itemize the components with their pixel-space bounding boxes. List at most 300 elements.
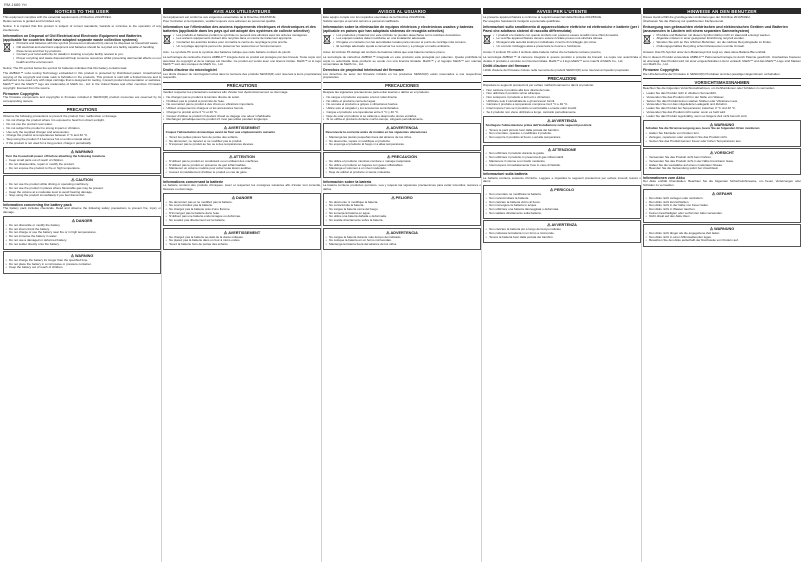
firmware-text: Los derechos de autor del firmware incluido en los productos SENKO(R) están reservados a sus respectivos propietarios. xyxy=(323,71,481,80)
battery-title: Informations concernant la batterie xyxy=(163,179,224,184)
list-item: • Interrompere l'uso se il prodotto si surriscalda o emette odori insoliti. xyxy=(483,107,641,111)
caution-triangle-icon: ⚠ xyxy=(709,151,714,156)
list-item: • Póngase en contacto con las autoridades locales para conocer el punto de reciclaje más cercano. xyxy=(333,41,466,45)
caution-box xyxy=(483,145,641,171)
list-item: • Un corretto riciclaggio aiuta a preservare le risorse e l'ambiente. xyxy=(493,45,619,49)
list-item: • Non smontare né modificare la batteria. xyxy=(486,193,639,197)
danger-label: DANGER xyxy=(235,195,253,200)
recycle-block xyxy=(323,34,481,50)
list-item: • Non utilizzare una batteria danneggiata o deformata. xyxy=(486,208,639,212)
precautions-heading: PRECAUCIONES xyxy=(323,82,481,90)
precautions-list xyxy=(643,92,801,118)
warning-label: WARNUNG xyxy=(714,227,735,232)
warning-box xyxy=(163,123,321,150)
precautions-intro: Respete las siguientes precauciones para evitar averías o daños en el producto. xyxy=(323,90,430,95)
danger-triangle-icon: ⚠ xyxy=(391,195,395,200)
caution-box xyxy=(643,148,801,174)
list-item: • Nicht direkt auf den Akku löten. xyxy=(646,215,799,219)
recycle-list xyxy=(173,34,308,49)
firmware-title: Droits d'auteur du micrologiciel xyxy=(163,68,217,73)
danger-label: PERICOLO xyxy=(554,188,575,193)
list-item: • No suelde directamente sobre la batería. xyxy=(326,219,479,223)
warning-label: ADVERTENCIA xyxy=(390,230,418,235)
battery-warning-list xyxy=(6,259,159,270)
list-item: • No cargue la batería cerca del fuego. xyxy=(326,208,479,212)
column-header: AVIS AUX UTILISATEURS xyxy=(163,8,321,14)
list-item: • Do not subject the product to strong impact or vibration. xyxy=(3,127,161,131)
list-item: • Tenez les petites pièces hors de portée des enfants. xyxy=(166,136,319,140)
recycle-note: Aviso: El símbolo Pb debajo del símbolo de baterías indica que esta batería contiene plomo. xyxy=(323,49,446,54)
column-header: NOTICES TO THE USER xyxy=(3,8,161,14)
list-item: • No exponga el producto al fuego ni a altas temperaturas. xyxy=(326,143,479,147)
firmware-text: I diritti d'autore del firmware incluso nella memoria dei prodotti SENKO(R) sono riservati ai rispettivi proprietari. xyxy=(483,67,630,72)
danger-list xyxy=(486,193,639,215)
list-item: • Utilizzare solo il caricabatterie e gli accessori forniti. xyxy=(483,100,641,104)
firmware-text: Les droits d'auteur du micrologiciel inclus dans la mémoire des produits SENKO(R) sont réservés à leurs propriétaires respectifs. xyxy=(163,71,321,80)
warning-intro: Schalten Sie die Stromversorgung aus, bevor Sie an folgenden Orten montieren xyxy=(645,126,760,131)
list-item: • Do not solder directly onto the battery. xyxy=(6,243,159,247)
notice-text: Notice: It is implied that this product is subject of correct standards, hazards to minimise to the operation of any interference. xyxy=(3,24,161,33)
caution-box xyxy=(3,175,161,201)
list-item: • No utilice el producto mientras conduce o maneja maquinaria. xyxy=(326,160,479,164)
list-item: • Do not dismantle or modify the battery. xyxy=(6,224,159,228)
list-item: • Deje de utilizar el producto si siente molestias. xyxy=(326,171,479,175)
list-item: • No utilice el producto cerca del agua. xyxy=(323,100,481,104)
list-item: • No coloque la batería en un horno microondas. xyxy=(326,239,479,243)
list-item: • Laden Sie das Produkt regelmäßig, wenn es längere Zeit nicht benutzt wird. xyxy=(643,115,801,119)
warning-label: WARNING xyxy=(75,254,94,259)
battery-text: Der Akku enthält Chemikalien. Beachten Sie die folgenden Sicherheitshinweise, um Feuer, Verletzungen oder Schäden zu vermeiden. xyxy=(643,179,801,188)
trademark-text: La technologie de cartouche d'encre AMBILK™ intégrée dans ce produit est protégée par des brevets. Toute copie non autorisée du copyright et de la marque est interdite. Ce produit est vendu avec une licence limitée. MatiS™ et le logo MatiS™ sont des marques de MatiS Co., Ltd. xyxy=(163,54,321,67)
danger-box xyxy=(163,193,321,227)
danger-box xyxy=(483,185,641,219)
danger-triangle-icon: ⚠ xyxy=(711,192,716,197)
warning-intro: Desconecte la corriente antes de instalar en las siguientes ubicaciones xyxy=(325,130,428,135)
column-divider xyxy=(161,10,162,562)
firmware-title: Firmware Copyrights xyxy=(3,91,39,96)
list-item: • Zerlegen, reparieren oder verändern Sie das Produkt nicht. xyxy=(646,136,799,140)
battery-text: La batterie contient des produits chimiques. Lisez et respectez les consignes suivantes afin d'éviter tout incendie, blessure ou dommage. xyxy=(163,183,321,191)
list-item: • Cessez immédiatement d'utiliser le produit en cas de gêne. xyxy=(166,171,319,175)
danger-list xyxy=(646,197,799,219)
warning-list xyxy=(6,159,159,170)
danger-list xyxy=(166,201,319,223)
list-item: • N'immergez pas la batterie dans l'eau. xyxy=(166,212,319,216)
list-item: • Verwenden Sie das Produkt nicht weiter, wenn es heiß wird. xyxy=(643,111,801,115)
danger-box xyxy=(323,193,481,227)
precautions-intro: Beachten Sie die folgenden Vorsichtsmaßnahmen, um Fehlfunktionen oder Schäden zu vermeiden. xyxy=(643,86,776,91)
list-item: • No cargue el producto expuesto a la luz solar directa. xyxy=(323,96,481,100)
danger-triangle-icon: ⚠ xyxy=(71,219,75,224)
list-item: • Cargue el producto a temperaturas entre 0 °C y 40 °C. xyxy=(323,111,481,115)
firmware-text: The firmware components and copyrights in firmware included in SENKO(R) product memories are reserved by its corresponding owners. xyxy=(3,94,161,103)
list-item: • Den Akku nicht in der Nähe von Feuer laden. xyxy=(646,204,799,208)
list-item: • Un recyclage approprié permet de préserver les ressources et l'environnement. xyxy=(173,45,308,49)
recycle-list xyxy=(493,34,619,49)
caution-label: PRECAUCIÓN xyxy=(391,155,417,160)
list-item: • Contactez les autorités locales pour connaître le centre de recyclage le plus proche. xyxy=(173,41,308,45)
list-item: • Non smontare, riparare o modificare il prodotto. xyxy=(486,132,639,136)
list-item: • Produkte und Batterien mit diesem Symbol dürfen nicht im Hausmüll entsorgt werden. xyxy=(653,34,772,38)
list-item: • Den Akku nicht länger als die angegebene Zeit laden. xyxy=(646,232,799,236)
list-item: • Non utilizzare il prodotto durante la guida. xyxy=(486,152,639,156)
list-item: • No sumerja la batería en agua. xyxy=(326,212,479,216)
list-item: • Do not disassemble, repair or modify the product. xyxy=(6,163,159,167)
language-column xyxy=(3,8,161,564)
list-item: • Cessez d'utiliser le produit s'il devient chaud ou dégage une odeur inhabituelle. xyxy=(163,115,321,119)
list-item: • Non utilizzare il prodotto vicino all'acqua. xyxy=(483,92,641,96)
list-item: • Do not charge or use the battery near fire or in high temperatures. xyxy=(6,231,159,235)
crossed-bin-icon xyxy=(3,42,11,54)
list-item: • Ne soumettez pas le produit à des chocs ou vibrations importants. xyxy=(163,103,321,107)
warning-triangle-icon: ⚠ xyxy=(70,149,75,154)
list-item: • Los productos y baterías con este símbolo no pueden desecharse como residuos domésticos. xyxy=(333,34,466,38)
recycle-title: Information on Disposal of Old Electrical and Electronic Equipment and Batteries (applicable for countries that have adopted separate waste collection systems) xyxy=(3,33,142,42)
document-id: RM-1686 Yrt xyxy=(4,2,27,7)
list-item: • Keep the volume at a moderate level to avoid hearing damage. xyxy=(6,191,159,195)
warning-intro: Coupez l'alimentation domestique avant de fixer aux emplacements suivants xyxy=(165,130,276,135)
trademark-text: La tecnología de cartuchos AMBILK™ integrada en este producto está protegida por patentes. Queda prohibida la copia no autorizada. Este producto se vende con una licencia limitada. MatiS™ y el logotipo MatiS™ son marcas comerciales de MatiS Co., Ltd. xyxy=(323,54,481,67)
list-item: • N'utilisez pas le produit à proximité de l'eau. xyxy=(163,100,321,104)
list-item: • Verwenden Sie das Produkt nicht in der Nähe von Wasser. xyxy=(643,96,801,100)
list-item: • Non saldare direttamente sulla batteria. xyxy=(486,212,639,216)
list-item: • Charge the product at temperatures between 0 °C and 40 °C. xyxy=(3,134,161,138)
compliance-text: This equipment complies with the essential requirements of Directive 2014/53/EU. xyxy=(3,14,112,19)
precautions-intro: Rispettare le seguenti precauzioni per evitare malfunzionamenti o danni al prodotto. xyxy=(483,82,595,87)
column-header: HINWEISE AN DEN BENUTZER xyxy=(643,8,801,14)
list-item: • Los equipos usados deben reciclarse en una instalación adecuada. xyxy=(333,37,466,41)
list-item: • Non collocare la batteria in un forno a microonde. xyxy=(486,232,639,236)
warning-box xyxy=(643,120,801,147)
battery-warning-box xyxy=(483,220,641,242)
compliance-text: Este equipo cumple con los requisitos esenciales de la Directiva 2014/53/UE. xyxy=(323,14,426,19)
precautions-heading: VORSICHTSMASSNAHMEN xyxy=(643,78,801,86)
compliance-text: Cet équipement est conforme aux exigences essentielles de la Directive 2014/53/UE. xyxy=(163,14,277,19)
list-item: • Den Akku nicht in Wasser tauchen. xyxy=(646,208,799,212)
recycle-note: Avis : Le symbole Pb sous le symbole des batteries indique que cette batterie contient du plomb. xyxy=(163,49,292,54)
list-item: • Den Akku nicht in einen Mikrowellenofen legen. xyxy=(646,236,799,240)
recycle-list xyxy=(333,34,466,49)
list-item: • Ne placez pas la batterie dans un four à micro-ondes. xyxy=(166,239,319,243)
list-item: • El reciclaje adecuado ayuda a conservar los recursos y a proteger el medio ambiente. xyxy=(333,45,466,49)
list-item: • No desmonte ni modifique la batería. xyxy=(326,201,479,205)
battery-warning-box xyxy=(643,224,801,246)
list-item: • I prodotti e le batterie con questo simbolo non possono essere smaltiti come rifiuti domestici. xyxy=(493,34,619,38)
list-item: • Bewahren Sie den Akku außerhalb der Reichweite von Kindern auf. xyxy=(646,239,799,243)
list-item: • Maintenez un volume modéré pour éviter toute lésion auditive. xyxy=(166,167,319,171)
list-item: • Deje de usar el producto si se calienta o desprende olores extraños. xyxy=(323,115,481,119)
warning-label: WARNING xyxy=(75,149,94,154)
list-item: • Contact your local authority for details in locating a recycle facility nearest to you. xyxy=(13,53,161,57)
warning-triangle-icon: ⚠ xyxy=(386,126,390,131)
recycle-title: Entsorgung von gebrauchten elektrischen und elektronischen Geräten und Batterien (anzuwenden in Ländern mit einem separaten Sammelsystem) xyxy=(643,25,788,34)
precautions-intro: Veuillez respecter les précautions suivantes afin d'éviter tout dysfonctionnement ou dommage. xyxy=(163,90,289,95)
language-column xyxy=(163,8,321,564)
precautions-heading: PRÉCAUTIONS xyxy=(163,82,321,90)
list-item: • Les anciens équipements doivent être recyclés dans un centre de traitement approprié. xyxy=(173,37,308,41)
list-item: • No utilice una batería dañada o deformada. xyxy=(326,215,479,219)
column-header: AVVISI PER L'UTENTE xyxy=(483,8,641,14)
list-item: • Caricare il prodotto a temperature comprese tra 0 °C e 40 °C. xyxy=(483,103,641,107)
list-item: • Do not use the product in places where flammable gas may be present. xyxy=(6,187,159,191)
danger-list xyxy=(326,201,479,223)
caution-list xyxy=(486,152,639,167)
list-item: • Non caricare la batteria vicino al fuoco. xyxy=(486,201,639,205)
crossed-bin-icon xyxy=(163,34,171,46)
warning-box xyxy=(483,116,641,143)
language-column xyxy=(643,8,801,564)
warning-label: ADVERTENCIA xyxy=(390,126,418,131)
battery-title: Informationen zum Akku xyxy=(643,175,685,180)
warning-list xyxy=(326,136,479,147)
list-item: • Ne démontez, ne réparez et ne modifiez pas le produit. xyxy=(166,140,319,144)
warning-label: WARNUNG xyxy=(714,122,735,127)
caution-triangle-icon: ⚠ xyxy=(547,147,552,152)
danger-list xyxy=(6,224,159,246)
list-item: • Stop using the product if it becomes hot or emits unusual odour. xyxy=(3,138,161,142)
list-item: • Se il prodotto non viene utilizzato a lungo, caricarlo periodicamente. xyxy=(483,111,641,115)
list-item: • Chargez le produit entre 0 °C et 40 °C. xyxy=(163,111,321,115)
service-text: Retain service is guided and furnished only. xyxy=(3,19,61,24)
list-item: • Tenere le parti piccole fuori dalla portata dei bambini. xyxy=(486,129,639,133)
list-item: • Halten Sie die Lautstärke auf einem moderaten Niveau. xyxy=(646,164,799,168)
list-item: • Keep small parts out of reach of children. xyxy=(6,159,159,163)
service-text: Überlassen Sie die Wartung nur qualifiziertem Fachpersonal. xyxy=(643,19,724,24)
precautions-list xyxy=(3,119,161,145)
list-item: • Do not charge the product where it is exposed to heat from direct sunlight. xyxy=(3,119,161,123)
warning-triangle-icon: ⚠ xyxy=(709,122,714,127)
list-item: • Den Akku nicht kurzschließen. xyxy=(646,201,799,205)
list-item: • N'exposez pas le produit au feu ou à des températures élevées. xyxy=(166,143,319,147)
precautions-intro: Observe the following precautions to prevent the product from malfunction or damage. xyxy=(3,113,118,118)
warning-box xyxy=(3,147,161,174)
list-item: • Halten Sie Kleinteile von Kindern fern. xyxy=(646,132,799,136)
service-text: Per eseguire l'assistenza rivolgersi a personale qualificato. xyxy=(483,19,561,24)
precautions-list xyxy=(483,89,641,115)
list-item: • Stop using the product immediately if you feel discomfort. xyxy=(6,194,159,198)
list-item: • Interrompere immediatamente l'uso in caso di fastidio. xyxy=(486,164,639,168)
list-item: • Den Akku nicht zerlegen oder verändern. xyxy=(646,197,799,201)
caution-list xyxy=(6,183,159,198)
list-item: • Proper recycling and waste disposal will help conserve resources whilst preventing detrimental effects on our health and the environment. xyxy=(13,57,161,64)
battery-warning-box xyxy=(3,251,161,273)
trademark-text: La tecnologia AMBILK™ di cartucce integrata in questo prodotto è protetta da brevetti. La copia non autorizzata è vietata. Il prodotto è venduto con licenza limitata. MatiS™ e il logo MatiS™ sono marchi di MatiS Co., Ltd. xyxy=(483,54,641,63)
caution-box xyxy=(323,152,481,178)
warning-list xyxy=(646,132,799,143)
list-item: • Le vecchie apparecchiature devono essere riciclate presso una struttura idonea. xyxy=(493,37,619,41)
caution-triangle-icon: ⚠ xyxy=(71,178,75,183)
recycle-block xyxy=(643,34,801,50)
warning-list xyxy=(486,129,639,140)
list-item: • Non caricare la batteria più a lungo del tempo indicato. xyxy=(486,228,639,232)
danger-label: PELIGRO xyxy=(395,195,413,200)
list-item: • Do not short-circuit the battery. xyxy=(6,228,159,232)
list-item: • Verwenden Sie nur das mitgelieferte Ladegerät und Zubehör. xyxy=(643,103,801,107)
caution-label: ATTENZIONE xyxy=(552,147,577,152)
caution-box xyxy=(163,152,321,178)
recycle-block xyxy=(483,34,641,50)
crossed-bin-icon xyxy=(643,34,651,46)
battery-warning-box xyxy=(163,228,321,250)
caution-triangle-icon: ⚠ xyxy=(387,155,391,160)
list-item: • Do not expose the product to fire or high temperature. xyxy=(6,167,159,171)
warning-label: AVVERTENZA xyxy=(551,118,577,123)
crossed-bin-icon xyxy=(323,34,331,46)
warning-label: AVVERTENZA xyxy=(551,223,577,228)
warning-label: AVERTISSEMENT xyxy=(228,126,261,131)
list-item: • Verwenden Sie das Produkt nicht in der Nähe brennbarer Gase. xyxy=(646,160,799,164)
battery-warning-list xyxy=(326,236,479,247)
list-item: • Ne chargez pas la batterie près d'une flamme. xyxy=(166,208,319,212)
recycle-title: Informazioni sullo smaltimento di apparecchiature elettriche ed elettroniche e batterie (per i Paesi che adottano sistemi di raccolta differenziata) xyxy=(483,25,640,34)
list-item: • Ne chargez pas la batterie au-delà de la durée indiquée. xyxy=(166,236,319,240)
list-item: • Ordnungsgemäßes Recycling schont Ressourcen und die Umwelt. xyxy=(653,45,772,49)
caution-triangle-icon: ⚠ xyxy=(229,155,233,160)
battery-warning-list xyxy=(646,232,799,243)
danger-label: GEFAHR xyxy=(716,192,733,197)
list-item: • Do not immerse the battery in water. xyxy=(6,235,159,239)
list-item: • Non caricare il prodotto alla luce diretta del sole. xyxy=(483,89,641,93)
list-item: • Rivolgersi alle autorità locali per individuare il centro di riciclaggio più vicino. xyxy=(493,41,619,45)
danger-label: DANGER xyxy=(75,219,93,224)
compliance-text: La presente apparecchiatura è conforme ai requisiti essenziali della Direttiva 2014/53/UE. xyxy=(483,14,602,19)
trademark-text: The AMBILK™ Lobo tooling Technology embedded in this product is protected by Distributed patent. Unauthorized copying of the copyright and trade mark is forbidden in the products. This product is sold with a limited licence and is authorized to be used only with inkjet cartridge that is designed for tooling. Consult product documentation or websites. MatiS™ and the MatiS™ logo are trademarks of MatiS Co., Ltd. in the United States and other countries. Firmware copyright: licensed from the source. xyxy=(3,70,161,90)
warning-triangle-icon: ⚠ xyxy=(70,254,75,259)
list-item: • Keep the battery out of reach of children. xyxy=(6,266,159,270)
list-item: • Non utilizzare il prodotto in presenza di gas infiammabili. xyxy=(486,156,639,160)
list-item: • Ne chargez pas le produit à la lumière directe du soleil. xyxy=(163,96,321,100)
list-item: • N'utilisez pas le produit en conduisant ou en utilisant des machines. xyxy=(166,160,319,164)
firmware-title: Diritti d'autore del firmware xyxy=(483,64,530,69)
battery-title: Informazioni sulla batteria xyxy=(483,172,528,177)
list-item: • Ne court-circuitez pas la batterie. xyxy=(166,204,319,208)
list-item: • Old electrical and electronic equipment and batteries should be recycled at a facility capable of handling these items and their by-products. xyxy=(13,46,161,53)
list-item: • Setzen Sie das Produkt keinen starken Stößen oder Vibrationen aus. xyxy=(643,100,801,104)
recycle-note: Notice: The Pb symbol below the symbol for batteries indicates that this battery contains lead. xyxy=(3,65,128,70)
list-item: • Ne démontez pas et ne modifiez pas la batterie. xyxy=(166,201,319,205)
recycle-title: Información sobre la eliminación de equipos eléctricos y electrónicos usados y baterías (aplicable en países que han adoptado sistemas de recogida selectiva) xyxy=(323,25,474,34)
language-column xyxy=(323,8,481,564)
precautions-list xyxy=(323,96,481,122)
warning-triangle-icon: ⚠ xyxy=(223,230,228,235)
battery-text: La batteria contiene sostanze chimiche. Leggere e rispettare le seguenti precauzioni per evitare incendi, lesioni o danni. xyxy=(483,175,641,184)
battery-warning-box xyxy=(323,228,481,250)
list-item: • Verwenden Sie das Produkt nicht beim Fahren. xyxy=(646,156,799,160)
list-item: • No utilice el producto en lugares con gases inflamables. xyxy=(326,164,479,168)
caution-label: CAUTION xyxy=(75,178,93,183)
crossed-bin-icon xyxy=(483,34,491,46)
warning-label: AVERTISSEMENT xyxy=(228,230,261,235)
list-item: • Tenez la batterie hors de portée des enfants. xyxy=(166,243,319,247)
list-item: • Do not charge the battery for longer than the specified time. xyxy=(6,259,159,263)
recycle-block xyxy=(163,34,321,50)
service-text: Solicite siempre el servicio técnico a personal cualificado. xyxy=(323,19,400,24)
caution-list xyxy=(326,160,479,175)
list-item: • Utilisez uniquement le chargeur et les accessoires fournis. xyxy=(163,107,321,111)
column-divider xyxy=(641,10,642,562)
list-item: • Use only the supplied charger and accessories. xyxy=(3,131,161,135)
compliance-text: Dieses Gerät erfüllt die grundlegenden Anforderungen der Richtlinie 2014/53/EU. xyxy=(643,14,751,19)
list-item: • Les produits et batteries portant ce symbole ne peuvent être éliminés avec les ordures ménagères. xyxy=(173,34,308,38)
list-item: • No desmonte, repare ni modifique el producto. xyxy=(326,140,479,144)
list-item: • Beenden Sie die Verwendung sofort bei Unwohlsein. xyxy=(646,167,799,171)
firmware-title: Derechos de propiedad intelectual del firmware xyxy=(323,68,404,73)
list-item: • Non immergere la batteria in acqua. xyxy=(486,204,639,208)
list-item: • N'utilisez pas le produit en présence de gaz inflammables. xyxy=(166,164,319,168)
list-item: • Laden Sie das Produkt nicht in direktem Sonnenlicht. xyxy=(643,92,801,96)
list-item: • Products and batteries with the symbol (crossed-out wheeled bin) cannot be disposed as household waste. xyxy=(13,42,161,46)
list-item: • Mantenere il volume a un livello moderato. xyxy=(486,160,639,164)
list-item: • Wenden Sie sich an Ihre örtlichen Behörden, um die nächste Recyclingstelle zu finden. xyxy=(653,41,772,45)
list-item: • Do not use a damaged or deformed battery. xyxy=(6,239,159,243)
caution-list xyxy=(646,156,799,171)
recycle-note: Avviso: Il simbolo Pb sotto il simbolo delle batterie indica che la batteria contiene piombo. xyxy=(483,49,602,54)
danger-box xyxy=(643,189,801,223)
list-item: • No cortocircuite la batería. xyxy=(326,204,479,208)
warning-box xyxy=(323,123,481,150)
list-item: • Utilice solo el cargador y los accesorios suministrados. xyxy=(323,107,481,111)
column-header: AVISOS AL USUARIO xyxy=(323,8,481,14)
precautions-list xyxy=(163,96,321,122)
list-item: • Do not place the battery in a microwave or pressure container. xyxy=(6,263,159,267)
list-item: • Tenere la batteria fuori dalla portata dei bambini. xyxy=(486,236,639,240)
battery-text: The battery pack includes chemicals. Read and observe the following safety precautions to prevent fire, injury or damage. xyxy=(3,206,161,215)
battery-title: Información sobre la batería xyxy=(323,179,372,184)
list-item: • Do not use the product near water. xyxy=(3,123,161,127)
list-item: • Altgeräte müssen in einer geeigneten Einrichtung recycelt werden. xyxy=(653,37,772,41)
precautions-heading: PRECAUZIONI xyxy=(483,75,641,83)
column-divider xyxy=(481,10,482,562)
list-item: • Mantenga las piezas pequeñas fuera del alcance de los niños. xyxy=(326,136,479,140)
list-item: • Keinen beschädigten oder verformten Akku verwenden. xyxy=(646,212,799,216)
list-item: • Non cortocircuitare la batteria. xyxy=(486,197,639,201)
list-item: • Do not use the product while driving or operating machinery. xyxy=(6,183,159,187)
recycle-title: Information sur l'élimination des anciens équipements électriques et électroniques et des batteries (applicable dans les pays qui ont adopté des systèmes de collecte sélective) xyxy=(163,25,316,34)
recycle-list xyxy=(13,42,161,64)
language-column xyxy=(483,8,641,564)
battery-title: Information concerning the battery pack xyxy=(3,203,72,208)
precautions-heading: PRECAUTIONS xyxy=(3,105,161,113)
warning-triangle-icon: ⚠ xyxy=(547,223,551,228)
list-item: • No cargue la batería durante más tiempo del indicado. xyxy=(326,236,479,240)
caution-label: VORSICHT xyxy=(714,151,735,156)
battery-warning-list xyxy=(166,236,319,247)
list-item: • Mantenga la batería fuera del alcance de los niños. xyxy=(326,243,479,247)
firmware-title: Firmware Copyrights xyxy=(643,68,679,73)
battery-warning-list xyxy=(486,228,639,239)
list-item: • Non sottoporre il prodotto a forti urti o vibrazioni. xyxy=(483,96,641,100)
list-item: • Mantenga el volumen a un nivel moderado. xyxy=(326,167,479,171)
battery-text: La batería contiene productos químicos. Lea y respete las siguientes precauciones para evitar incendios, lesiones o daños. xyxy=(323,183,481,191)
warning-list xyxy=(166,136,319,147)
list-item: • If the product is not used for a long period, charge it periodically. xyxy=(3,142,161,146)
list-item: • Laden Sie das Produkt bei Temperaturen zwischen 0 °C und 40 °C. xyxy=(643,107,801,111)
warning-intro: Scollegare l'alimentazione prima dell'installazione nelle seguenti posizioni xyxy=(485,122,592,127)
danger-box xyxy=(3,216,161,250)
list-item: • Setzen Sie das Produkt keinem Feuer oder hohen Temperaturen aus. xyxy=(646,140,799,144)
list-item: • No someta el producto a golpes o vibraciones fuertes. xyxy=(323,103,481,107)
trademark-text: Die in diesem Produkt verwendete AMBILK™ Patronentechnologie ist durch Patente geschützt. Unerlaubtes Kopieren ist untersagt. Das Produkt wird mit einer eingeschränkten Lizenz verkauft. MatiS™ und das MatiS™-Logo sind Marken von MatiS Co., Ltd. xyxy=(643,54,801,67)
danger-triangle-icon: ⚠ xyxy=(231,195,235,200)
firmware-text: Die Urheberrechte der Firmware in SENKO(R) Produkten sind den jeweiligen Eigentümern vorbehalten. xyxy=(643,71,781,76)
service-text: Pour l'entretien et la réparation, veuillez toujours vous adresser au personnel qualifié. xyxy=(163,19,277,24)
recycle-block xyxy=(3,42,161,65)
list-item: • Si no utiliza el producto durante mucho tiempo, cárguelo periódicamente. xyxy=(323,118,481,122)
warning-triangle-icon: ⚠ xyxy=(547,118,551,123)
recycle-list xyxy=(653,34,772,49)
caution-label: ATTENTION xyxy=(233,155,255,160)
warning-intro: Turn the household power off before attaching the following locations xyxy=(5,153,106,158)
